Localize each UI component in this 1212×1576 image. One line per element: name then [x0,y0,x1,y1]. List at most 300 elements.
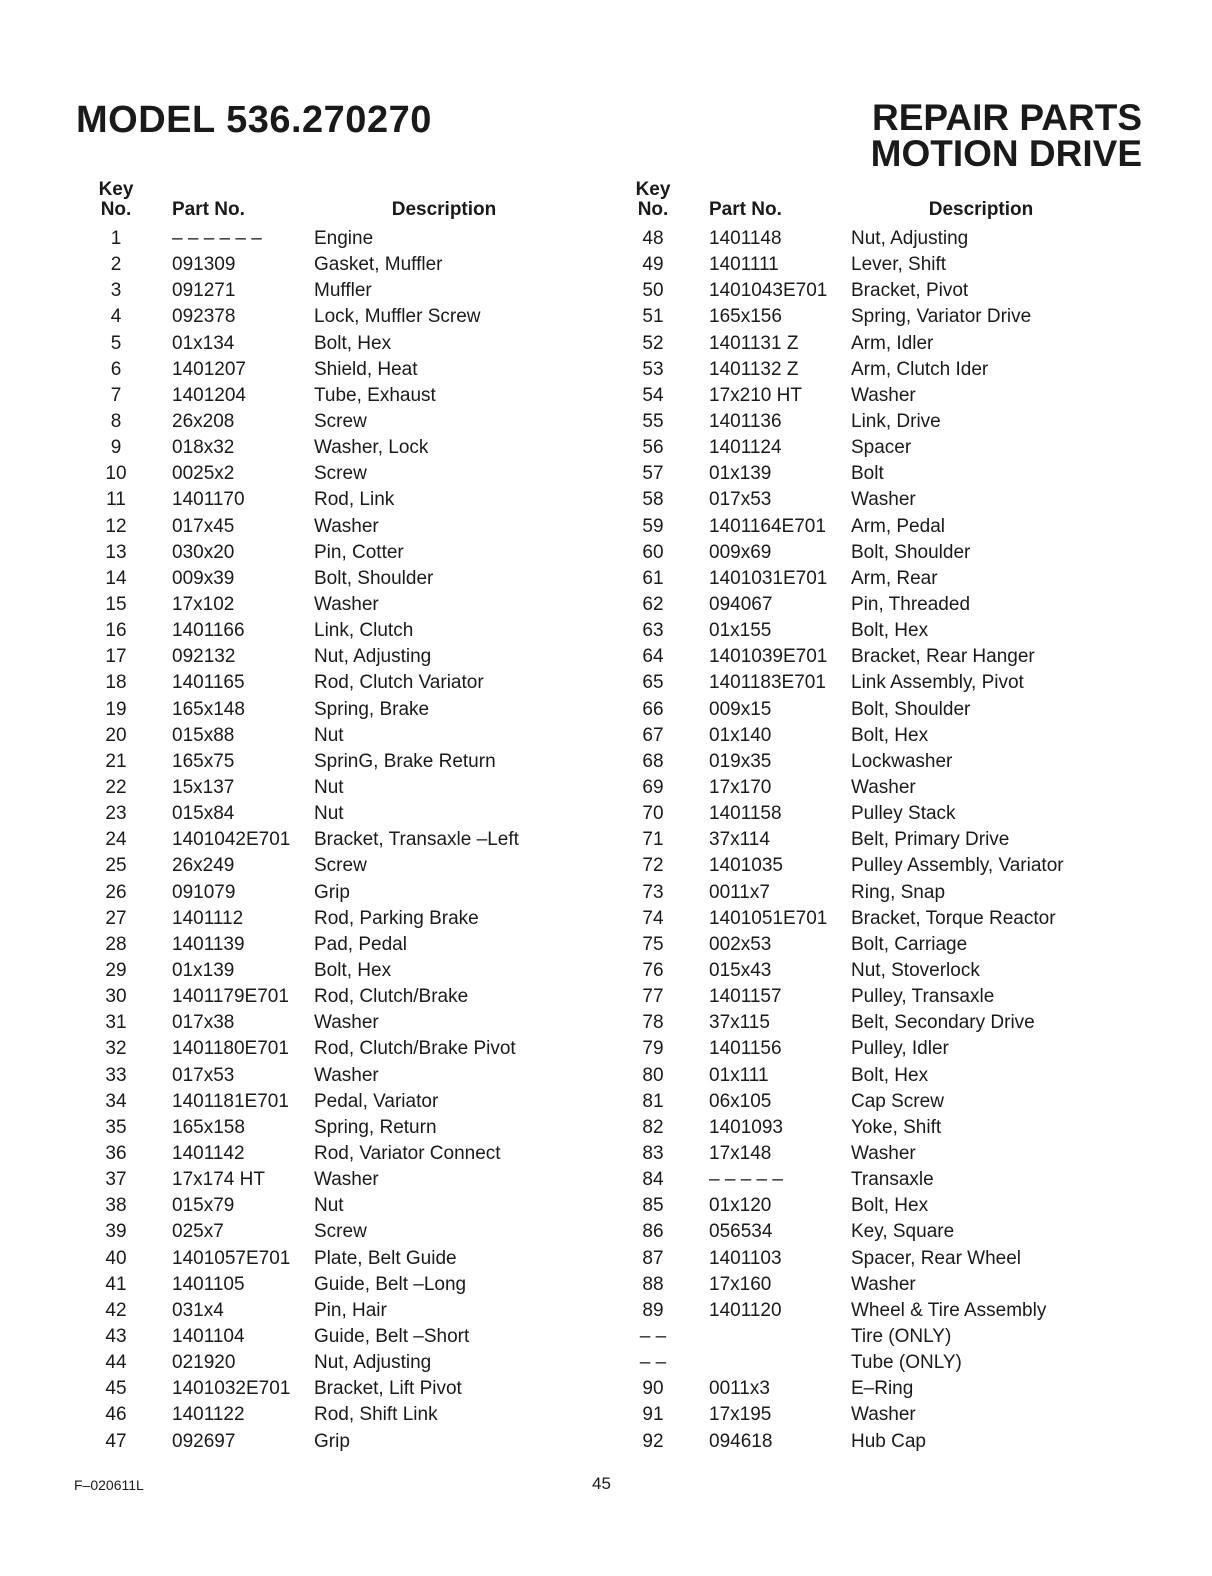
key-no-cell: 60 [642,541,664,563]
description-cell: Arm, Idler [851,332,934,354]
key-no-cell: 25 [105,855,127,877]
part-no-cell: 1401043E701 [709,280,828,302]
part-no-cell: 0025x2 [172,463,235,485]
description-cell: Bolt, Shoulder [851,541,971,563]
table-row [617,592,1151,618]
description-cell: Link Assembly, Pivot [851,672,1024,694]
part-no-cell: 1401181E701 [172,1090,289,1112]
table-row [80,331,614,357]
parts-table-right-body [617,226,1151,1455]
key-no-cell: 58 [642,489,664,511]
key-no-cell: 89 [642,1299,664,1321]
description-cell: Washer [851,1273,916,1295]
part-no-cell: 1401124 [709,437,782,459]
description-cell: Nut [314,803,344,825]
description-cell: Arm, Clutch Ider [851,358,989,380]
description-cell: Rod, Clutch Variator [314,672,484,694]
table-row [80,723,614,749]
table-row [617,1219,1151,1245]
key-no-cell: 52 [642,332,664,354]
description-cell: Bracket, Rear Hanger [851,646,1035,668]
part-no-cell: 1401051E701 [709,907,828,929]
description-cell: Tube, Exhaust [314,384,436,406]
part-no-cell: 017x53 [172,1064,235,1086]
key-no-cell: 83 [642,1142,664,1164]
description-cell: Pulley, Transaxle [851,986,995,1008]
part-no-cell: 1401207 [172,358,246,380]
key-no-cell: 21 [105,750,127,772]
table-row [80,984,614,1010]
table-row [617,226,1151,252]
table-row [617,1428,1151,1454]
key-no-cell: 34 [105,1090,127,1112]
table-row [80,1193,614,1219]
key-no-cell: 46 [105,1404,127,1426]
key-no-cell: 6 [110,358,122,380]
key-no-cell: 41 [105,1273,127,1295]
description-cell: Rod, Variator Connect [314,1142,501,1164]
table-row [80,592,614,618]
description-cell: Rod, Parking Brake [314,907,479,929]
table-row [617,1115,1151,1141]
part-no-cell: 091079 [172,881,236,903]
description-cell: Rod, Shift Link [314,1404,438,1426]
description-header: Description [391,199,497,220]
part-no-cell: 091309 [172,254,236,276]
model-title: MODEL 536.270270 [76,99,432,141]
key-no-cell: 76 [642,960,664,981]
description-cell: Spring, Brake [314,698,430,720]
key-no-cell: 3 [110,280,122,302]
table-row [617,853,1151,879]
table-row [80,1063,614,1089]
part-no-cell: 01x134 [172,332,235,354]
table-row [617,566,1151,592]
key-no-cell: 65 [642,672,664,694]
part-no-header: Part No. [172,199,245,220]
part-no-cell: 031x4 [172,1299,224,1321]
part-no-cell: 021920 [172,1352,236,1374]
table-row [80,383,614,409]
table-row [617,1167,1151,1193]
table-row [617,304,1151,330]
key-no-cell: 2 [110,254,122,276]
part-no-cell: 1401042E701 [172,829,291,851]
description-cell: Lockwasher [851,750,953,772]
part-no-cell: 017x38 [172,1012,235,1034]
key-no-cell: 54 [642,384,664,406]
key-no-cell: 80 [642,1064,664,1086]
description-cell: Bolt [851,463,884,485]
description-cell: Spring, Variator Drive [851,306,1032,328]
table-row [80,409,614,435]
table-row [617,278,1151,304]
key-no-cell: 75 [642,933,664,955]
key-no-cell: 90 [642,1378,664,1400]
description-cell: Pulley Stack [851,803,956,825]
part-no-cell: 17x148 [709,1142,772,1164]
description-cell: Bracket, Torque Reactor [851,907,1056,929]
table-row [617,697,1151,723]
key-header-line-1: Key [635,179,671,200]
table-row [617,984,1151,1010]
key-no-cell: 68 [642,750,664,772]
key-no-cell: 38 [105,1195,127,1217]
description-cell: Bolt, Hex [314,960,392,981]
part-no-cell: 1401180E701 [172,1038,289,1060]
table-row [617,749,1151,775]
description-cell: Pad, Pedal [314,933,407,955]
table-row [617,461,1151,487]
table-row [617,801,1151,827]
table-row [80,670,614,696]
part-no-cell: 1401132 Z [709,358,799,380]
table-row [617,1324,1151,1350]
parts-table-left-body [80,226,614,1455]
key-no-cell: 36 [105,1142,127,1164]
key-no-cell: 84 [642,1169,664,1191]
table-row [80,540,614,566]
key-no-cell: 78 [642,1012,664,1034]
description-cell: Tube (ONLY) [851,1352,962,1374]
part-no-cell: 094067 [709,594,773,616]
description-cell: Nut [314,724,344,746]
part-no-cell: 009x39 [172,567,235,589]
key-no-cell: 27 [105,907,127,929]
key-no-cell: 85 [642,1195,664,1217]
key-no-cell: 26 [105,881,127,903]
section-title [870,97,1142,174]
part-no-cell: 015x84 [172,803,235,825]
key-no-cell: 69 [642,777,664,799]
description-cell: Washer [314,1169,379,1191]
table-row [617,252,1151,278]
part-no-cell: 165x75 [172,750,235,772]
key-no-cell: 51 [642,306,664,328]
key-no-cell: 88 [642,1273,664,1295]
key-no-cell: 30 [105,986,127,1008]
key-no-cell: 15 [105,594,127,616]
description-cell: Ring, Snap [851,881,946,903]
part-no-cell: 1401158 [709,803,782,825]
description-cell: Yoke, Shift [851,1116,942,1138]
description-cell: Belt, Primary Drive [851,829,1010,851]
description-cell: Screw [314,1221,367,1243]
table-row [80,644,614,670]
table-header-row [80,180,614,226]
description-cell: Nut [314,777,344,799]
key-no-cell: 47 [105,1430,127,1452]
key-no-cell: 40 [105,1247,127,1269]
table-row [617,1089,1151,1115]
table-row [80,1428,614,1454]
key-no-cell: 11 [106,489,126,511]
description-cell: Cap Screw [851,1090,944,1112]
part-no-cell: 1401142 [172,1142,245,1164]
description-cell: Pin, Cotter [314,541,404,563]
table-row [617,880,1151,906]
part-no-cell: 0011x3 [709,1378,770,1400]
key-no-cell: 4 [110,306,122,328]
description-cell: Rod, Clutch/Brake [314,986,469,1008]
description-cell: Arm, Rear [851,567,938,589]
table-row [80,461,614,487]
key-no-cell: 39 [105,1221,127,1243]
table-row [617,357,1151,383]
description-cell: Nut, Stoverlock [851,960,980,981]
table-row [80,1245,614,1271]
table-row [617,670,1151,696]
table-row [80,958,614,984]
table-row [80,487,614,513]
part-no-cell: 17x174 HT [172,1169,265,1191]
table-row [617,775,1151,801]
key-no-cell: 29 [105,960,127,981]
table-row [617,1298,1151,1324]
part-no-cell: 165x148 [172,698,245,720]
key-no-cell: 59 [642,515,664,537]
table-row [617,487,1151,513]
table-row [80,278,614,304]
page-number: 45 [592,1474,611,1493]
table-row [617,409,1151,435]
key-no-cell: 14 [105,567,127,589]
part-no-cell: 1401179E701 [172,986,289,1008]
table-row [617,644,1151,670]
description-cell: Screw [314,855,367,877]
key-no-cell: 45 [105,1378,127,1400]
table-row [80,853,614,879]
key-no-cell: 32 [105,1038,127,1060]
part-no-cell: 1401039E701 [709,646,828,668]
part-no-cell: 26x249 [172,855,235,877]
part-no-cell: 17x195 [709,1404,772,1426]
part-no-cell: 1401105 [172,1273,245,1295]
table-row [80,1219,614,1245]
part-no-cell: 165x158 [172,1116,245,1138]
part-no-cell: 015x43 [709,960,772,981]
table-row [80,1141,614,1167]
table-row [617,906,1151,932]
key-header-line-2: No. [100,199,132,220]
table-row [80,1036,614,1062]
description-cell: Transaxle [851,1169,934,1191]
key-no-cell: 16 [105,620,127,642]
description-cell: Washer [851,1404,916,1426]
table-row [80,801,614,827]
description-cell: Plate, Belt Guide [314,1247,457,1269]
table-row [617,1245,1151,1271]
key-no-cell: 22 [105,777,127,799]
key-no-cell: 18 [105,672,127,694]
part-no-cell: 1401166 [172,620,245,642]
table-row [80,1350,614,1376]
part-no-cell: 017x45 [172,515,235,537]
key-no-cell: 64 [642,646,664,668]
part-no-cell: 26x208 [172,411,235,433]
description-cell: Grip [314,881,350,903]
key-no-cell: 31 [105,1012,127,1034]
description-cell: Shield, Heat [314,358,418,380]
table-row [617,723,1151,749]
description-cell: Pulley, Idler [851,1038,949,1060]
key-no-cell: – – [639,1352,667,1374]
table-row [617,1141,1151,1167]
table-row [80,1115,614,1141]
key-no-cell: 20 [105,724,127,746]
part-no-cell: 1401139 [172,933,245,955]
description-cell: Wheel & Tire Assembly [851,1299,1047,1321]
part-no-cell: 17x170 [709,777,772,799]
description-cell: Bracket, Lift Pivot [314,1378,462,1400]
part-no-cell: 1401093 [709,1116,783,1138]
part-no-cell: – – – – – – [172,228,262,250]
description-cell: Muffler [314,280,372,302]
part-no-cell: 009x69 [709,541,772,563]
key-no-cell: 13 [105,541,127,563]
table-row [617,1272,1151,1298]
table-header-row [617,180,1151,226]
parts-table-left [80,180,614,1455]
description-cell: Pedal, Variator [314,1090,439,1112]
description-cell: Link, Clutch [314,620,414,642]
part-no-cell: 0011x7 [709,881,770,903]
table-row [80,1089,614,1115]
part-no-cell: 091271 [172,280,236,302]
part-no-cell: 01x139 [709,463,772,485]
part-no-cell: 37x115 [709,1012,770,1034]
part-no-cell: 017x53 [709,489,772,511]
part-no-header: Part No. [709,199,782,220]
parts-table-right [617,180,1151,1455]
part-no-cell: 015x79 [172,1195,235,1217]
table-row [80,514,614,540]
key-no-cell: 70 [642,803,664,825]
key-no-cell: – – [639,1325,667,1347]
table-row [80,827,614,853]
table-row [80,697,614,723]
document-code: F–020611L [74,1477,144,1493]
part-no-cell: 009x15 [709,698,772,720]
description-cell: Link, Drive [851,411,941,433]
key-no-cell: 44 [105,1352,127,1374]
key-no-cell: 53 [642,358,664,380]
part-no-cell: 15x137 [172,777,235,799]
key-no-cell: 23 [105,803,127,825]
part-no-cell: 01x140 [709,724,772,746]
table-row [80,357,614,383]
part-no-cell: 1401170 [172,489,245,511]
description-cell: Washer [851,384,916,406]
section-title-line-2: MOTION DRIVE [870,133,1142,174]
key-no-cell: 67 [642,724,664,746]
key-no-cell: 79 [642,1038,664,1060]
key-no-cell: 24 [105,829,127,851]
description-cell: Washer [851,489,916,511]
part-no-cell: 1401111 [709,254,779,276]
description-cell: Bolt, Hex [851,1195,929,1217]
description-cell: Washer [851,777,916,799]
part-no-cell: 1401120 [709,1299,782,1321]
table-row [80,880,614,906]
table-row [617,1350,1151,1376]
description-cell: Pin, Threaded [851,594,971,616]
part-no-cell: 1401035 [709,855,783,877]
key-no-cell: 77 [642,986,664,1008]
key-no-cell: 91 [642,1404,664,1426]
part-no-cell: 1401104 [172,1325,245,1347]
part-no-cell: 1401165 [172,672,245,694]
description-cell: Lock, Muffler Screw [314,306,481,328]
table-row [80,749,614,775]
key-no-header [80,180,152,226]
part-no-cell: 1401164E701 [709,515,826,537]
table-row [80,252,614,278]
part-no-cell: 1401031E701 [709,567,828,589]
table-row [617,618,1151,644]
part-no-cell: 01x155 [709,620,772,642]
table-row [617,1010,1151,1036]
part-no-cell: 37x114 [709,829,770,851]
part-no-cell: 1401156 [709,1038,782,1060]
part-no-cell: 019x35 [709,750,772,772]
description-cell: Gasket, Muffler [314,254,443,276]
description-cell: Spacer, Rear Wheel [851,1247,1022,1269]
description-cell: Engine [314,228,374,250]
description-cell: Nut, Adjusting [314,646,432,668]
description-cell: Bracket, Transaxle –Left [314,829,519,851]
part-no-cell: 01x111 [709,1064,769,1086]
part-no-cell: 002x53 [709,933,772,955]
part-no-cell: 030x20 [172,541,235,563]
part-no-cell: 1401131 Z [709,332,799,354]
part-no-cell: 056534 [709,1221,773,1243]
key-no-cell: 56 [642,437,664,459]
description-cell: Lever, Shift [851,254,947,276]
table-row [80,618,614,644]
description-cell: Key, Square [851,1221,955,1243]
key-no-cell: 63 [642,620,664,642]
description-cell: Washer [314,515,379,537]
key-no-cell: 8 [110,411,122,433]
table-row [80,906,614,932]
table-row [617,827,1151,853]
part-no-cell: 092132 [172,646,236,668]
description-cell: Grip [314,1430,350,1452]
description-cell: Guide, Belt –Long [314,1273,467,1295]
key-no-cell: 86 [642,1221,664,1243]
key-no-cell: 7 [110,384,122,406]
description-cell: Rod, Link [314,489,395,511]
key-no-cell: 82 [642,1116,664,1138]
part-no-cell: 092378 [172,306,236,328]
part-no-cell: 1401112 [172,907,244,929]
key-no-cell: 61 [642,567,664,589]
part-no-cell: 17x160 [709,1273,772,1295]
description-cell: E–Ring [851,1378,914,1400]
section-title-line-1: REPAIR PARTS [872,97,1142,138]
table-row [80,1324,614,1350]
key-no-cell: 9 [110,437,122,459]
table-row [617,1376,1151,1402]
table-row [617,958,1151,984]
key-no-cell: 19 [105,698,127,720]
description-cell: Spring, Return [314,1116,437,1138]
table-row [80,566,614,592]
description-cell: Washer [851,1142,916,1164]
key-no-cell: 12 [105,515,127,537]
key-no-cell: 81 [642,1090,664,1112]
